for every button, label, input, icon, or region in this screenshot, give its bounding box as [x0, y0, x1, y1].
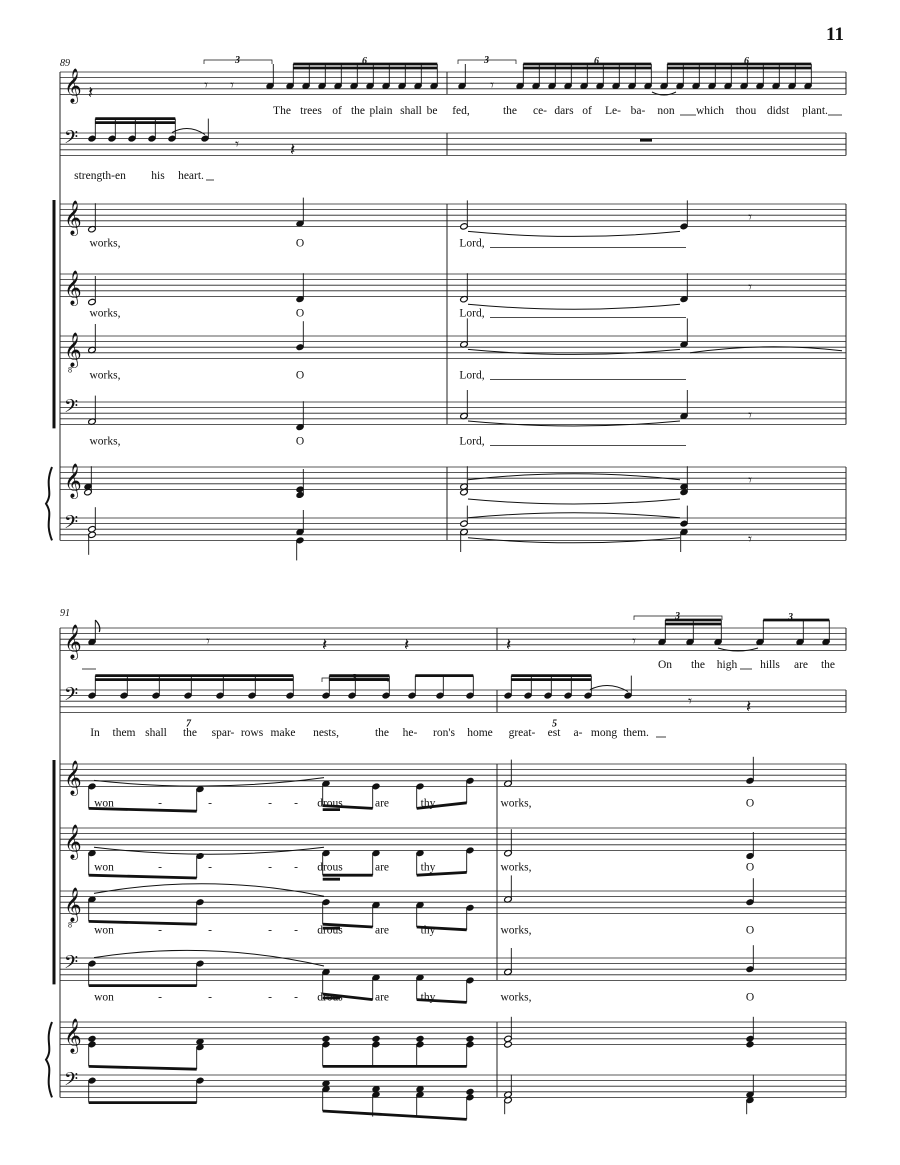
- flag: [95, 620, 100, 632]
- lyric-syllable: O: [295, 369, 305, 382]
- piano-brace: [46, 1022, 52, 1097]
- lyric-syllable: of: [332, 105, 342, 117]
- piano-right-treble-clef-icon: 𝄞: [64, 464, 82, 498]
- note-head: [466, 1088, 475, 1095]
- lyric-syllable: the: [350, 105, 366, 117]
- lyric-syllable: strength-en: [74, 170, 126, 182]
- note-head: [746, 1041, 755, 1048]
- soprano-treble-clef-icon: 𝄞: [64, 201, 82, 235]
- eighth-rest-icon: 𝄾: [748, 210, 752, 226]
- measure-number: 89: [60, 58, 70, 69]
- eighth-rest-icon: 𝄾: [748, 280, 752, 296]
- measure-number: 91: [60, 608, 70, 619]
- lyric-syllable: -: [208, 797, 212, 810]
- eighth-rest-icon: 𝄾: [206, 634, 210, 650]
- quarter-rest-icon: 𝄽: [746, 697, 752, 716]
- lyric-syllable: thou: [735, 105, 757, 117]
- soprano-treble-clef-icon: 𝄞: [64, 761, 82, 795]
- lyric-syllable: Lord,: [459, 307, 485, 320]
- tie: [468, 349, 680, 354]
- eighth-rest-icon: 𝄾: [688, 694, 692, 710]
- lyric-syllable: -: [294, 924, 298, 937]
- tuplet-number: 3: [352, 673, 357, 684]
- tuplet-number: 3: [484, 55, 489, 66]
- lyric-syllable: great-: [508, 727, 536, 739]
- lyric-syllable: be: [426, 105, 438, 117]
- eighth-rest-icon: 𝄾: [490, 78, 494, 94]
- lyric-syllable: nests,: [313, 727, 339, 739]
- whole-rest-icon: [640, 139, 652, 142]
- lyric-syllable: -: [158, 861, 162, 874]
- tie: [468, 231, 680, 236]
- eighth-rest-icon: 𝄾: [235, 137, 239, 153]
- alto-treble-clef-icon: 𝄞: [64, 271, 82, 305]
- eighth-rest-icon: 𝄾: [632, 634, 636, 650]
- lyric-syllable: which: [695, 105, 725, 117]
- lyric-syllable: works,: [500, 797, 532, 810]
- solo2-bass-clef-icon: 𝄢: [64, 126, 79, 152]
- tenor-treble-clef-icon: 𝄞: [64, 888, 82, 922]
- lyric-syllable: ba-: [630, 105, 646, 117]
- lyric-syllable: the: [374, 727, 390, 739]
- lyric-syllable: fed,: [452, 105, 470, 117]
- note-head: [88, 1035, 97, 1042]
- lyric-syllable: O: [295, 435, 305, 448]
- lyric-syllable: Lord,: [459, 435, 485, 448]
- tuplet-number: 6: [362, 56, 367, 67]
- quarter-rest-icon: 𝄽: [290, 140, 296, 159]
- slur: [94, 884, 324, 896]
- lyric-syllable: works,: [500, 861, 532, 874]
- lyric-syllable: On: [657, 659, 673, 671]
- lyric-syllable: of: [582, 105, 592, 117]
- lyric-syllable: The: [273, 105, 291, 117]
- note-head: [416, 1035, 425, 1042]
- lyric-syllable: thy: [420, 991, 436, 1004]
- notes: [82, 60, 842, 1119]
- lyric-syllable: works,: [89, 369, 121, 382]
- lyric-syllable: the: [502, 105, 518, 117]
- tuplet-number: 3: [675, 611, 680, 622]
- solo1-treble-clef-icon: 𝄞: [64, 69, 82, 103]
- lyric-syllable: are: [793, 659, 809, 671]
- tuplet-number: 6: [594, 56, 599, 67]
- staff-lines: [46, 72, 846, 1097]
- lyric-syllable: works,: [500, 924, 532, 937]
- tie: [172, 129, 205, 135]
- lyric-syllable: a-: [573, 727, 583, 739]
- tuplet-number: 5: [552, 718, 557, 730]
- tie: [468, 499, 680, 504]
- quarter-rest-icon: 𝄽: [88, 83, 94, 102]
- slur: [94, 778, 324, 786]
- tenor-treble-clef-icon: 𝄞: [64, 333, 82, 367]
- lyric-syllable: he-: [402, 727, 418, 739]
- octave-mark: 8: [68, 365, 72, 375]
- lyric-syllable: est: [547, 727, 561, 739]
- lyric-syllable: hills: [760, 659, 780, 671]
- tie: [468, 513, 680, 518]
- lyric-syllable: Lord,: [459, 369, 485, 382]
- tie: [590, 686, 628, 692]
- solo1-treble-clef-icon: 𝄞: [64, 625, 82, 659]
- lyric-syllable: -: [208, 861, 212, 874]
- lyric-syllable: -: [208, 991, 212, 1004]
- lyric-syllable: drous: [317, 797, 343, 810]
- beam: [323, 1111, 467, 1119]
- lyric-syllable: home: [467, 727, 493, 739]
- lyric-syllable: are: [374, 924, 390, 937]
- tie: [468, 421, 680, 426]
- lyric-syllable: shall: [145, 727, 167, 739]
- lyric-syllable: rows: [240, 727, 264, 739]
- lyric-syllable: them.: [623, 727, 649, 739]
- bass-bass-clef-icon: 𝄢: [64, 395, 79, 421]
- alto-treble-clef-icon: 𝄞: [64, 825, 82, 859]
- lyric-syllable: ron's: [433, 727, 455, 739]
- lyric-syllable: -: [294, 991, 298, 1004]
- lyric-syllable: -: [268, 924, 272, 937]
- note-head: [322, 1035, 331, 1042]
- lyric-syllable: -: [158, 924, 162, 937]
- lyric-syllable: spar-: [211, 727, 235, 739]
- lyric-syllable: thy: [420, 861, 436, 874]
- beam: [89, 875, 197, 878]
- lyric-syllable: works,: [89, 435, 121, 448]
- lyric-syllable: O: [295, 237, 305, 250]
- lyric-syllable: In: [90, 727, 100, 739]
- lyric-syllable: drous: [317, 861, 343, 874]
- note-head: [372, 1035, 381, 1042]
- lyric-syllable: his: [151, 170, 165, 182]
- eighth-rest-icon: 𝄾: [748, 532, 752, 548]
- lyric-syllable: make: [270, 727, 296, 739]
- eighth-rest-icon: 𝄾: [748, 473, 752, 489]
- lyric-syllable: works,: [500, 991, 532, 1004]
- lyric-syllable: -: [294, 797, 298, 810]
- lyric-syllable: Le-: [605, 105, 621, 117]
- lyric-syllable: non: [657, 105, 675, 117]
- lyric-syllable: O: [745, 797, 755, 810]
- lyric-syllable: -: [158, 991, 162, 1004]
- lyric-syllable: them: [112, 727, 136, 739]
- lyric-syllable: didst: [766, 105, 790, 117]
- lyric-syllable: mong: [590, 727, 618, 739]
- lyric-syllable: -: [158, 797, 162, 810]
- lyric-syllable: shall: [400, 105, 422, 117]
- piano-left-bass-clef-icon: 𝄢: [64, 511, 79, 537]
- eighth-rest-icon: 𝄾: [204, 78, 208, 94]
- lyric-syllable: drous: [317, 991, 343, 1004]
- tuplet-number: 7: [186, 718, 191, 730]
- lyric-syllable: -: [268, 797, 272, 810]
- lyric-syllable: works,: [89, 307, 121, 320]
- lyric-syllable: O: [745, 924, 755, 937]
- lyric-syllable: -: [268, 861, 272, 874]
- eighth-rest-icon: 𝄾: [230, 78, 234, 94]
- lyric-syllable: are: [374, 797, 390, 810]
- quarter-rest-icon: 𝄽: [506, 635, 512, 654]
- lyric-syllable: works,: [89, 237, 121, 250]
- tuplet-number: 3: [235, 55, 240, 66]
- lyric-syllable: trees: [300, 105, 322, 117]
- quarter-rest-icon: 𝄽: [322, 635, 328, 654]
- tie: [468, 474, 680, 480]
- lyric-syllable: the: [820, 659, 836, 671]
- piano-brace: [46, 467, 52, 540]
- quarter-rest-icon: 𝄽: [404, 635, 410, 654]
- lyric-syllable: O: [745, 861, 755, 874]
- score-text: [60, 55, 835, 1093]
- tie: [468, 304, 680, 309]
- lyric-syllable: won: [94, 861, 114, 874]
- bass-bass-clef-icon: 𝄢: [64, 951, 79, 977]
- beam: [89, 1066, 197, 1069]
- lyric-syllable: -: [208, 924, 212, 937]
- page-number: 11: [826, 24, 844, 45]
- lyric-syllable: plain: [369, 105, 393, 117]
- eighth-rest-icon: 𝄾: [748, 408, 752, 424]
- note-head: [466, 1035, 475, 1042]
- lyric-syllable: drous: [317, 924, 343, 937]
- lyric-syllable: are: [374, 861, 390, 874]
- lyric-syllable: high: [716, 659, 738, 671]
- lyric-syllable: ce-: [532, 105, 548, 117]
- lyric-syllable: are: [374, 991, 390, 1004]
- lyric-syllable: won: [94, 924, 114, 937]
- piano-right-treble-clef-icon: 𝄞: [64, 1019, 82, 1053]
- lyric-syllable: dars: [554, 105, 574, 117]
- solo2-bass-clef-icon: 𝄢: [64, 683, 79, 709]
- lyric-syllable: thy: [420, 924, 436, 937]
- lyric-syllable: thy: [420, 797, 436, 810]
- lyric-syllable: won: [94, 991, 114, 1004]
- lyric-syllable: -: [268, 991, 272, 1004]
- lyric-syllable: O: [295, 307, 305, 320]
- lyric-syllable: Lord,: [459, 237, 485, 250]
- lyric-syllable: the: [690, 659, 706, 671]
- octave-mark: 8: [68, 920, 72, 930]
- lyric-syllable: -: [294, 861, 298, 874]
- piano-left-bass-clef-icon: 𝄢: [64, 1068, 79, 1094]
- slur: [690, 347, 842, 353]
- lyric-syllable: the: [182, 727, 198, 739]
- tuplet-number: 3: [788, 612, 793, 623]
- tuplet-number: 6: [744, 56, 749, 67]
- lyric-syllable: plant.: [802, 105, 828, 117]
- lyric-syllable: O: [745, 991, 755, 1004]
- lyric-syllable: heart.: [178, 170, 204, 182]
- lyric-syllable: won: [94, 797, 114, 810]
